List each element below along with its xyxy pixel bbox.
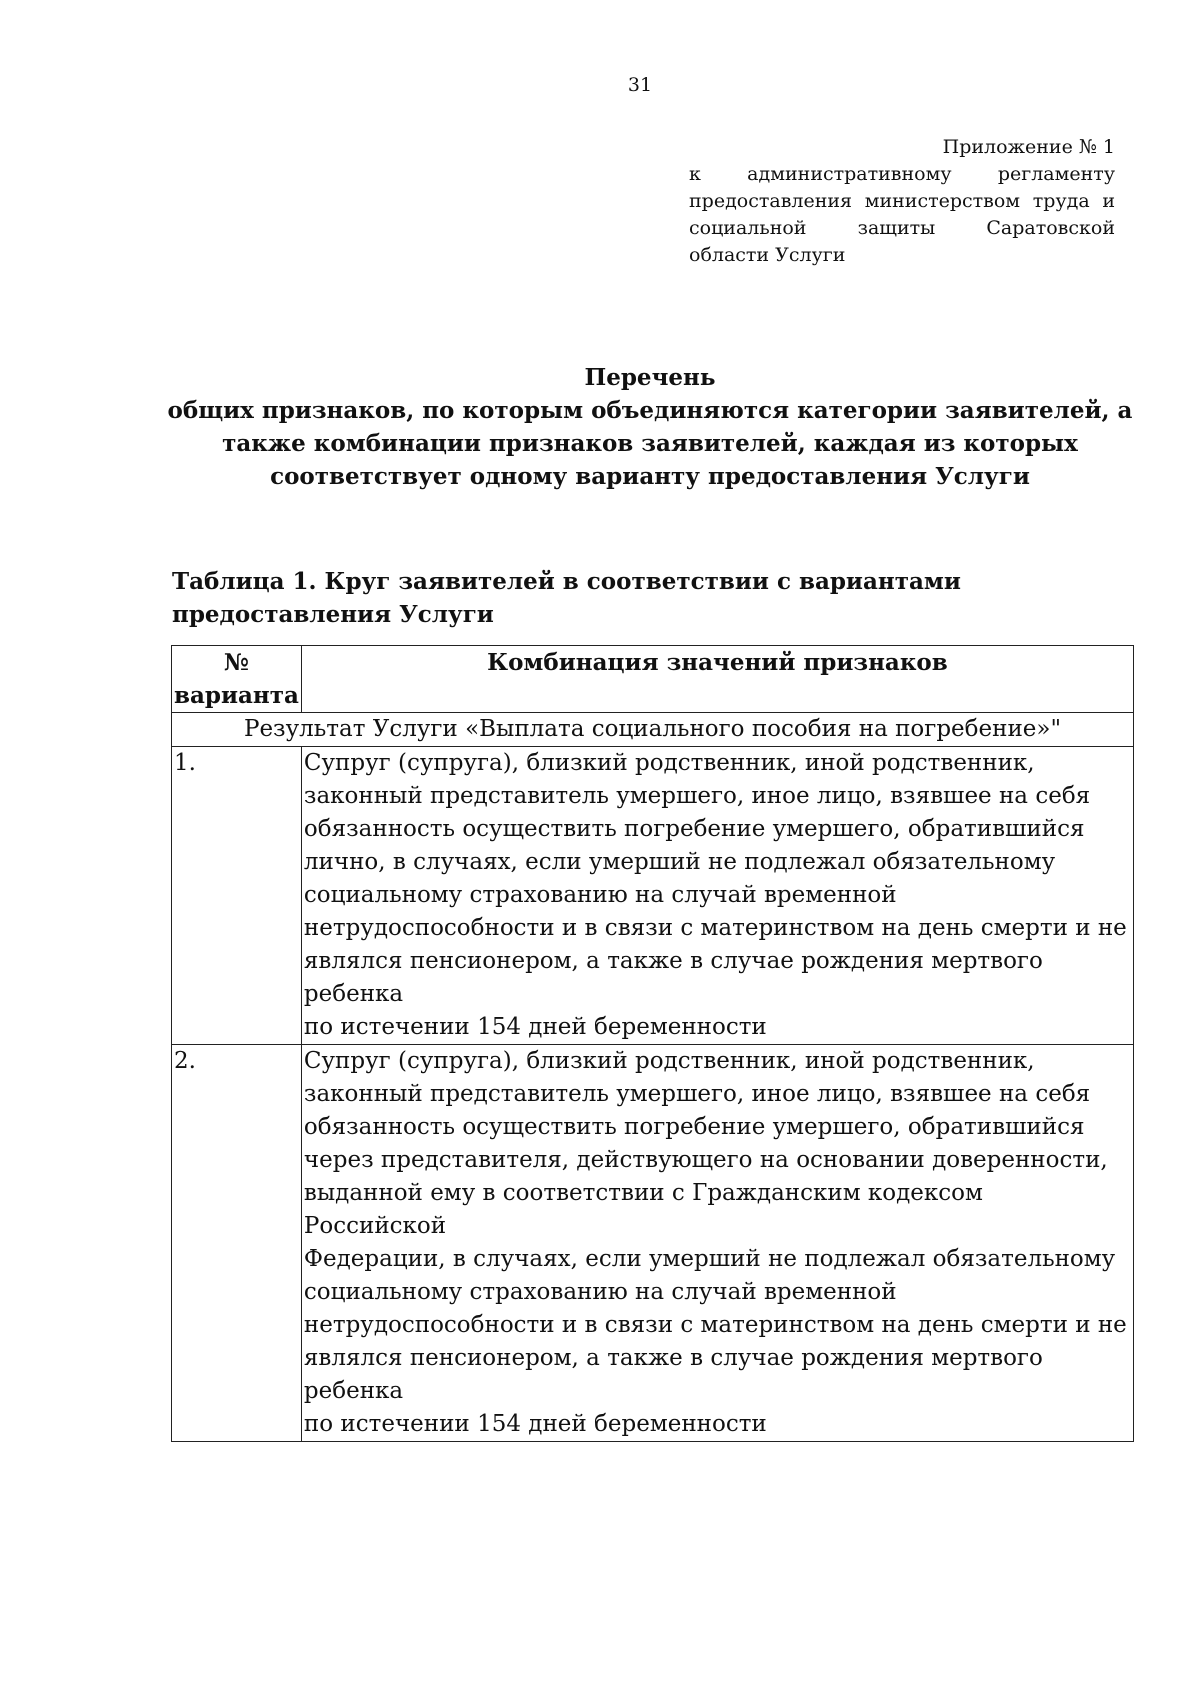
table-caption-line: Таблица 1. Круг заявителей в соответствии с вариантами [172,568,961,595]
description-line: являлся пенсионером, а также в случае рождения мертвого ребенка [303,1345,1043,1404]
description-line: являлся пенсионером, а также в случае рождения мертвого ребенка [303,948,1043,1007]
description-line: социальному страхованию на случай временной [303,882,897,908]
description-line: Федерации, в случаях, если умерший не подлежал обязательному [303,1246,1116,1272]
header-combination: Комбинация значений признаков [301,646,1133,713]
description-line: обязанность осуществить погребение умершего, обратившийся [303,816,1085,842]
appendix-block [689,134,1115,269]
description-line: лично, в случаях, если умерший не подлежал обязательному [303,849,1056,875]
header-num-symbol: № [223,649,249,676]
variant-number: 1. [172,747,302,1045]
description-line: нетрудоспособности и в связи с материнством на день смерти и не [303,915,1127,941]
description-line: выданной ему в соответствии с Гражданским кодексом Российской [303,1180,983,1239]
heading-line: также комбинации признаков заявителей, каждая из которых [222,430,1078,457]
table-row [172,1045,1134,1442]
heading-line: соответствует одному варианту предоставления Услуги [270,463,1030,490]
variant-number: 2. [172,1045,302,1442]
heading-line: Перечень [584,364,716,391]
appendix-line: предоставления министерством труда и [689,190,1115,212]
appendix-line: области Услуги [689,244,846,266]
appendix-line: к административному регламенту [689,163,1115,185]
appendix-line: социальной защиты Саратовской [689,217,1115,239]
description-line: социальному страхованию на случай временной [303,1279,897,1305]
description-line: нетрудоспособности и в связи с материнством на день смерти и не [303,1312,1127,1338]
variant-description [301,1045,1133,1442]
page-number: 31 [627,74,653,96]
table-header-row [172,646,1134,713]
variant-description [301,747,1133,1045]
description-line: законный представитель умершего, иное лицо, взявшее на себя [303,1081,1091,1107]
header-num-label: варианта [174,682,299,709]
result-cell: Результат Услуги «Выплата социального пособия на погребение»" [172,713,1134,747]
description-line: по истечении 154 дней беременности [303,1014,767,1040]
variants-table [171,645,1134,1442]
description-line: через представителя, действующего на основании доверенности, [303,1147,1108,1173]
description-line: по истечении 154 дней беременности [303,1411,767,1437]
document-heading [150,361,1150,493]
table-row [172,747,1134,1045]
table-caption-line: предоставления Услуги [172,601,494,628]
description-line: обязанность осуществить погребение умершего, обратившийся [303,1114,1085,1140]
description-line: Супруг (супруга), близкий родственник, иной родственник, [303,1048,1035,1074]
description-line: законный представитель умершего, иное лицо, взявшее на себя [303,783,1091,809]
heading-line: общих признаков, по которым объединяются категории заявителей, а [167,397,1133,424]
header-variant-number [172,646,302,713]
description-line: Супруг (супруга), близкий родственник, иной родственник, [303,750,1035,776]
result-row [172,713,1134,747]
appendix-title: Приложение № 1 [942,136,1115,158]
table-caption [172,565,1072,631]
